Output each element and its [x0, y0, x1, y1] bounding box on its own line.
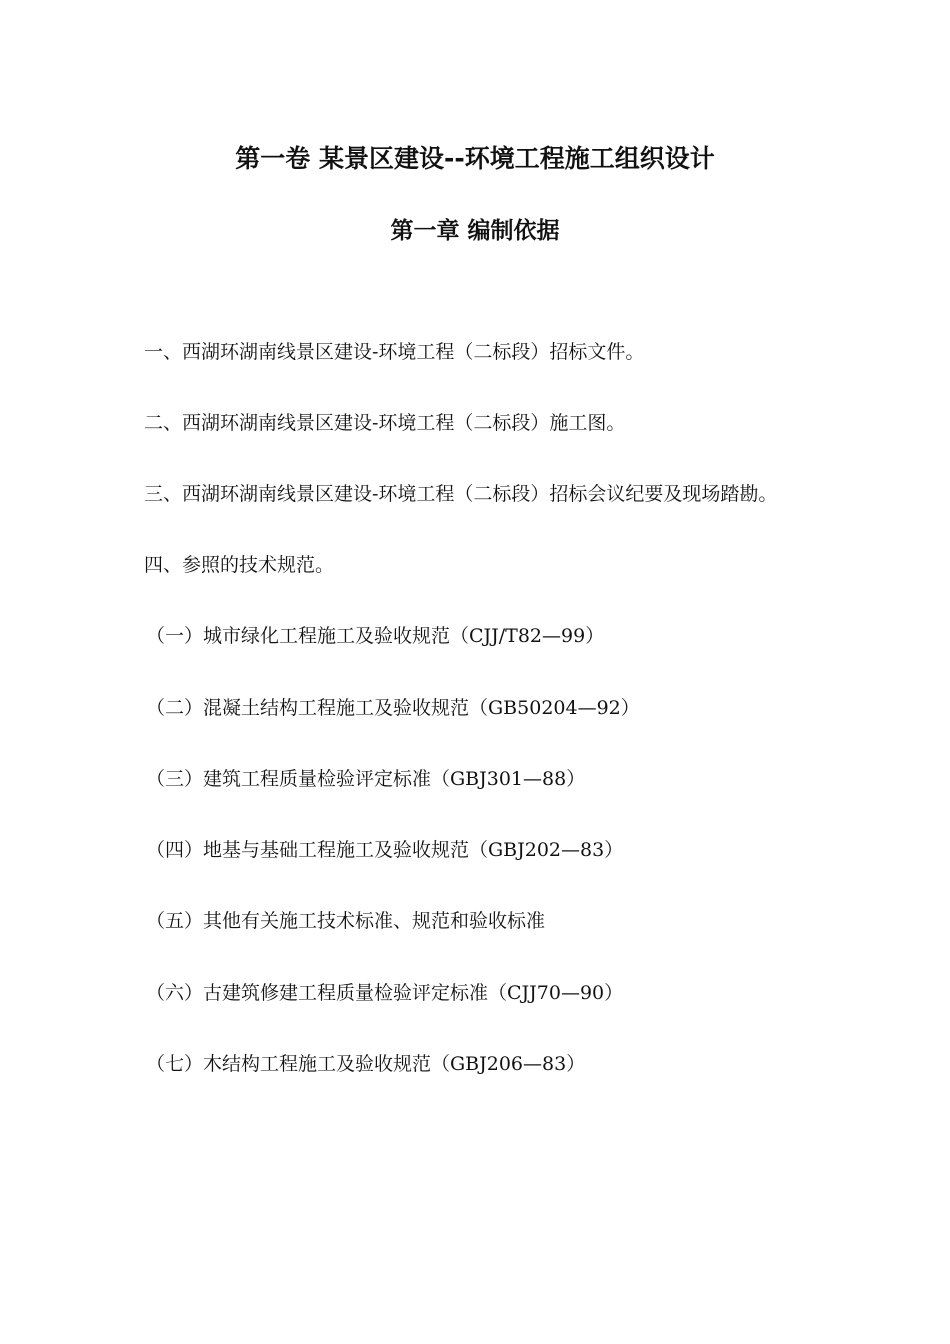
chapter-title: 第一章 编制依据 — [390, 218, 560, 244]
document-title: 第一卷 某景区建设--环境工程施工组织设计 — [235, 144, 715, 173]
standard-item: （六）古建筑修建工程质量检验评定标准（CJJ70—90） — [146, 982, 624, 1004]
basis-item: 一、西湖环湖南线景区建设-环境工程（二标段）招标文件。 — [144, 341, 645, 363]
standard-item: （四）地基与基础工程施工及验收规范（GBJ202—83） — [146, 839, 624, 861]
standard-item: （三）建筑工程质量检验评定标准（GBJ301—88） — [146, 768, 586, 790]
basis-item: 三、西湖环湖南线景区建设-环境工程（二标段）招标会议纪要及现场踏勘。 — [144, 483, 778, 505]
basis-item: 四、参照的技术规范。 — [144, 554, 335, 576]
standard-item: （一）城市绿化工程施工及验收规范（CJJ/T82—99） — [146, 625, 605, 647]
basis-item: 二、西湖环湖南线景区建设-环境工程（二标段）施工图。 — [144, 412, 626, 434]
standard-item: （二）混凝土结构工程施工及验收规范（GB50204—92） — [146, 697, 640, 719]
standard-item: （五）其他有关施工技术标准、规范和验收标准 — [146, 910, 546, 932]
standard-item: （七）木结构工程施工及验收规范（GBJ206—83） — [146, 1053, 586, 1075]
